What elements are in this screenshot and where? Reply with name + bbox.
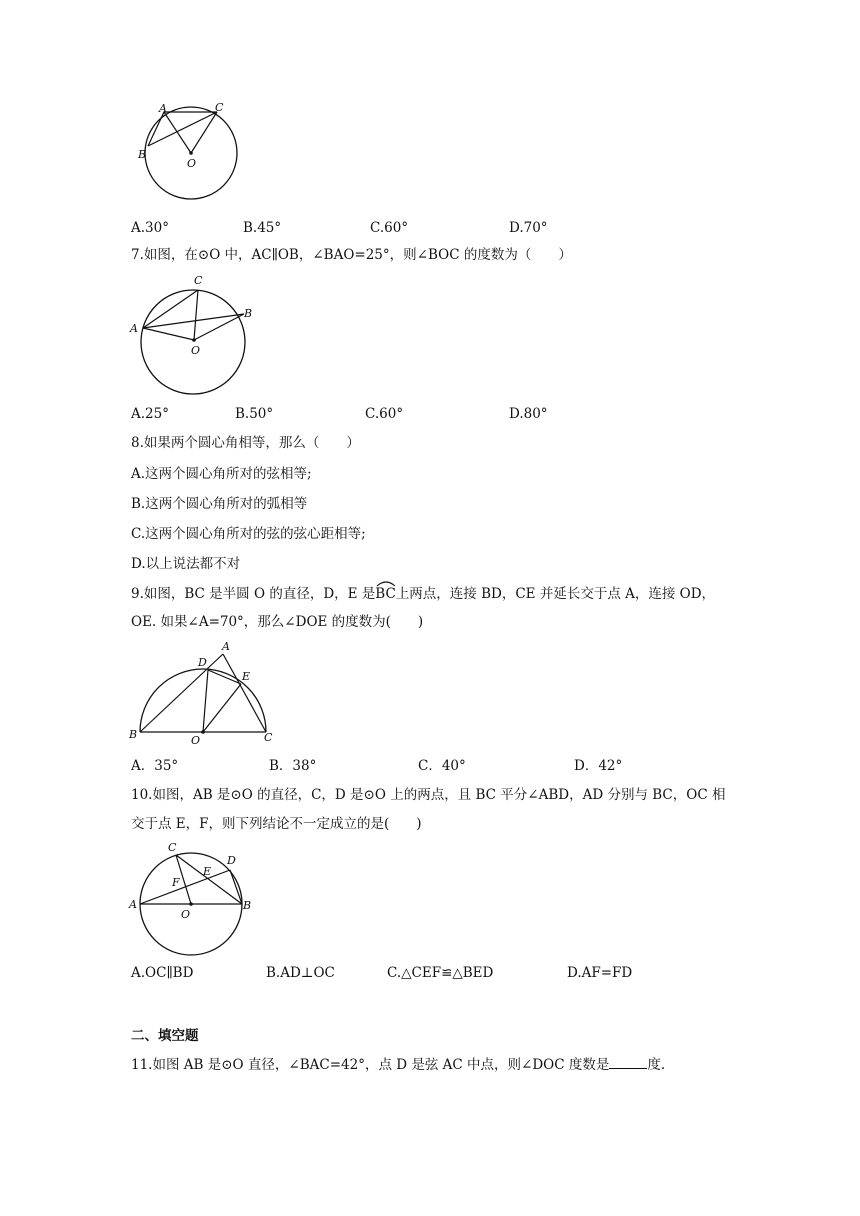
- q9-label-d: D: [198, 656, 207, 669]
- q9-option-a: A．35°: [131, 758, 179, 774]
- q6-label-a: A: [159, 102, 167, 115]
- q9-label-e: E: [242, 670, 251, 683]
- q9-label-b: B: [129, 728, 138, 741]
- q7-label-c: C: [194, 274, 203, 287]
- q8-choice-c: C.这两个圆心角所对的弦的弦心距相等;: [131, 526, 366, 542]
- q9-figure: [126, 640, 276, 745]
- q9-label-o: O: [191, 734, 201, 745]
- section-title-fill-in: 二、填空题: [131, 1028, 199, 1044]
- q6-option-a: A.30°: [131, 220, 169, 236]
- q6-label-c: C: [215, 101, 224, 114]
- q11-stem: [131, 1055, 665, 1074]
- q7-label-a: A: [130, 322, 138, 335]
- q7-option-d: D.80°: [509, 406, 548, 422]
- q6-option-d: D.70°: [509, 220, 548, 236]
- q9-arc-bc: [375, 585, 396, 603]
- q6-label-o: O: [187, 157, 197, 170]
- q11-stem-part2: 度.: [647, 1057, 666, 1073]
- q7-option-c: C.60°: [365, 406, 404, 422]
- q7-stem: 7.如图，在⊙O 中，AC∥OB，∠BAO=25°，则∠BOC 的度数为（ ）: [131, 247, 572, 263]
- q10-stem-line2: 交于点 E，F，则下列结论不一定成立的是( ): [131, 816, 422, 832]
- q7-option-b: B.50°: [235, 406, 274, 422]
- q7-label-o: O: [191, 344, 201, 357]
- q6-option-b: B.45°: [243, 220, 282, 236]
- q10-option-a: A.OC∥BD: [131, 965, 194, 981]
- q11-stem-part1: 11.如图 AB 是⊙O 直径，∠BAC=42°，点 D 是弦 AC 中点，则∠DOC 度数是: [131, 1057, 610, 1073]
- q9-option-c: C．40°: [418, 758, 466, 774]
- q7-option-a: A.25°: [131, 406, 169, 422]
- q9-option-b: B．38°: [269, 758, 317, 774]
- q9-stem-part1: 9.如图，BC 是半圆 O 的直径，D，E 是: [131, 586, 376, 602]
- q10-label-o: O: [181, 908, 191, 921]
- q10-label-e: E: [203, 865, 212, 878]
- q10-label-f: F: [172, 876, 180, 889]
- q7-label-b: B: [244, 307, 253, 320]
- q8-stem: 8.如果两个圆心角相等，那么（ ）: [131, 435, 360, 451]
- q9-arc-label: BC: [375, 586, 396, 602]
- q9-stem-line1: [131, 585, 715, 603]
- q10-figure: [126, 840, 261, 958]
- q6-figure: [134, 100, 244, 205]
- q9-stem-part2: 上两点，连接 BD，CE 并延长交于点 A，连接 OD，: [395, 586, 716, 602]
- q10-option-c: C.△CEF≌△BED: [387, 965, 494, 981]
- q6-option-c: C.60°: [370, 220, 409, 236]
- q10-option-d: D.AF=FD: [567, 965, 633, 981]
- arc-symbol-icon: [375, 578, 397, 587]
- q8-choice-d: D.以上说法都不对: [131, 556, 241, 572]
- q10-label-d: D: [227, 854, 236, 867]
- q11-answer-blank[interactable]: [609, 1055, 647, 1069]
- q10-label-b: B: [243, 899, 252, 912]
- q9-label-a: A: [222, 640, 230, 653]
- q7-figure: [128, 270, 258, 398]
- q9-option-d: D．42°: [574, 758, 623, 774]
- q10-option-b: B.AD⊥OC: [266, 965, 335, 981]
- q8-choice-a: A.这两个圆心角所对的弦相等;: [131, 466, 312, 482]
- q10-stem-line1: 10.如图，AB 是⊙O 的直径，C，D 是⊙O 上的两点，且 BC 平分∠ABD，AD 分别与 BC，OC 相: [131, 787, 726, 803]
- q9-stem-line2: OE. 如果∠A=70°，那么∠DOE 的度数为( ): [131, 614, 424, 630]
- q9-label-c: C: [264, 731, 273, 744]
- q8-choice-b: B.这两个圆心角所对的弧相等: [131, 496, 308, 512]
- q10-label-a: A: [129, 898, 137, 911]
- q10-label-c: C: [168, 841, 177, 854]
- q6-label-b: B: [138, 148, 147, 161]
